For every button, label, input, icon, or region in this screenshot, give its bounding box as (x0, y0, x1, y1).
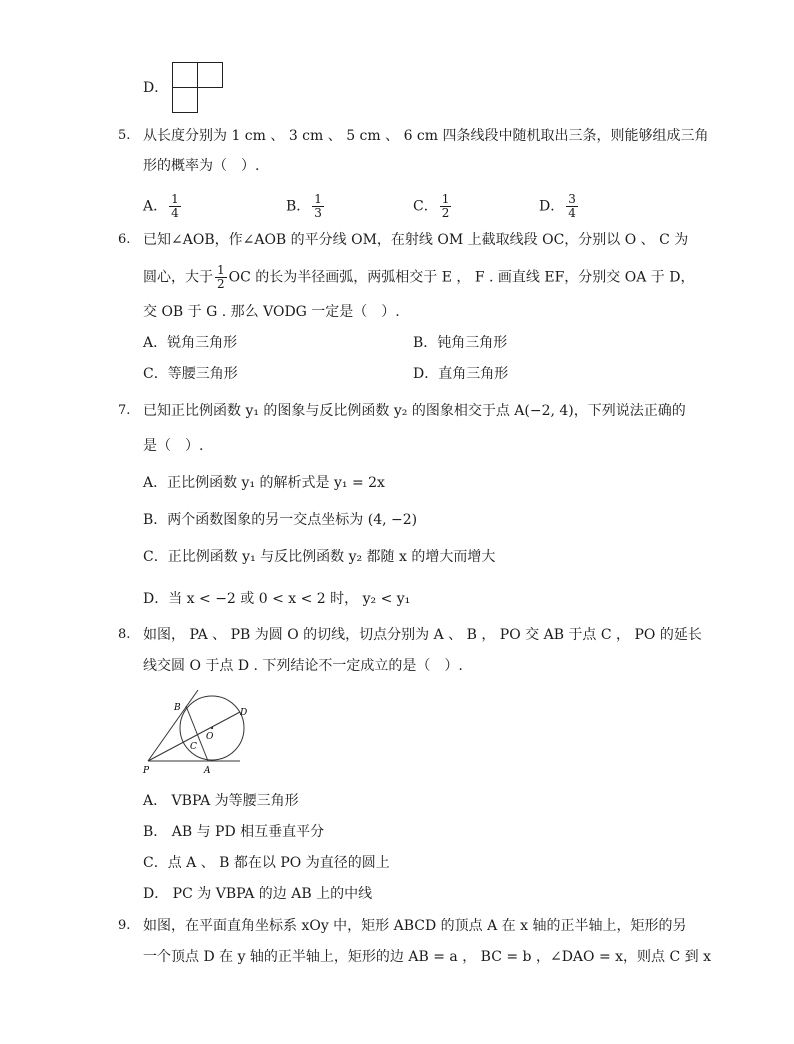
q8-option-d: D． PC 为 VBPA 的边 AB 上的中线 (143, 886, 373, 902)
q8-label-p: P (143, 766, 150, 776)
q6-number: 6. (118, 232, 131, 247)
q6-stem-line3: 交 OB 于 G . 那么 VODG 一定是（ ）. (143, 304, 400, 320)
q7-option-b: B．两个函数图象的另一交点坐标为 (4, −2) (143, 512, 418, 528)
q7-option-a: A．正比例函数 y₁ 的解析式是 y₁ = 2x (143, 475, 385, 491)
q7-option-d: D．当 x < −2 或 0 < x < 2 时， y₂ < y₁ (143, 591, 411, 607)
q8-label-b: B (174, 703, 181, 713)
q7-option-c: C．正比例函数 y₁ 与反比例函数 y₂ 都随 x 的增大而增大 (143, 549, 496, 565)
q9-number: 9. (118, 918, 131, 933)
q8-center-dot (211, 727, 213, 729)
q6-option-d: D．直角三角形 (413, 366, 509, 382)
q9-stem-line1: 如图，在平面直角坐标系 xOy 中，矩形 ABCD 的顶点 A 在 x 轴的正半轴上，矩形的另 (143, 918, 687, 934)
q8-line-pd (148, 712, 240, 761)
q5-number: 5. (118, 128, 131, 143)
q6-option-b: B．钝角三角形 (413, 335, 508, 351)
q8-number: 8. (118, 627, 131, 642)
q8-stem-line2: 线交圆 O 于点 D . 下列结论不一定成立的是（ ）. (143, 658, 463, 674)
q5-option-a: A． $\frac{1}{4}$ (143, 192, 179, 220)
q8-option-b: B． AB 与 PD 相互垂直平分 (143, 824, 325, 840)
q7-stem-line2: 是（ ）. (143, 438, 204, 454)
q4-option-d-label: D． (143, 80, 169, 96)
q7-stem-line1: 已知正比例函数 y₁ 的图象与反比例函数 y₂ 的图象相交于点 A(−2, 4)，下列说法正确的 (143, 403, 686, 419)
q9-stem-line2: 一个顶点 D 在 y 轴的正半轴上，矩形的边 AB = a ， BC = b ，∠DAO = x，则点 C 到 x (143, 949, 711, 965)
q7-number: 7. (118, 403, 131, 418)
q8-tangent-figure (140, 688, 250, 776)
q6-option-a: A．锐角三角形 (143, 335, 238, 351)
q5-stem-line2: 形的概率为（ ）. (143, 158, 260, 174)
q8-label-o: O (206, 732, 214, 742)
q8-stem-line1: 如图， PA 、 PB 为圆 O 的切线，切点分别为 A 、 B ， PO 交 AB 于点 C ， PO 的延长 (143, 627, 702, 643)
q8-option-a: A． VBPA 为等腰三角形 (143, 793, 299, 809)
q8-label-c: C (190, 742, 197, 752)
q5-stem-line1: 从长度分别为 1 cm 、 3 cm 、 5 cm 、 6 cm 四条线段中随机取出三条，则能够组成三角 (143, 128, 709, 144)
q8-option-c: C．点 A 、 B 都在以 PO 为直径的圆上 (143, 855, 390, 871)
q8-label-a: A (204, 766, 211, 776)
q6-stem-line1: 已知∠AOB，作∠AOB 的平分线 OM，在射线 OM 上截取线段 OC，分别以 O 、 C 为 (143, 232, 689, 248)
q5-option-c: C． $\frac{1}{2}$ (413, 192, 450, 220)
q6-option-c: C．等腰三角形 (143, 366, 238, 382)
q8-chord-ab (186, 706, 208, 761)
q5-option-b: B． $\frac{1}{3}$ (286, 192, 322, 220)
q6-stem-line2: 圆心，大于 $\frac{1}{2}$ OC 的长为半径画弧，两弧相交于 E ， F . 画直线 EF，分别交 OA 于 D， (143, 263, 695, 291)
q5-option-d: D． $\frac{3}{4}$ (539, 192, 576, 220)
q8-label-d: D (240, 708, 248, 718)
